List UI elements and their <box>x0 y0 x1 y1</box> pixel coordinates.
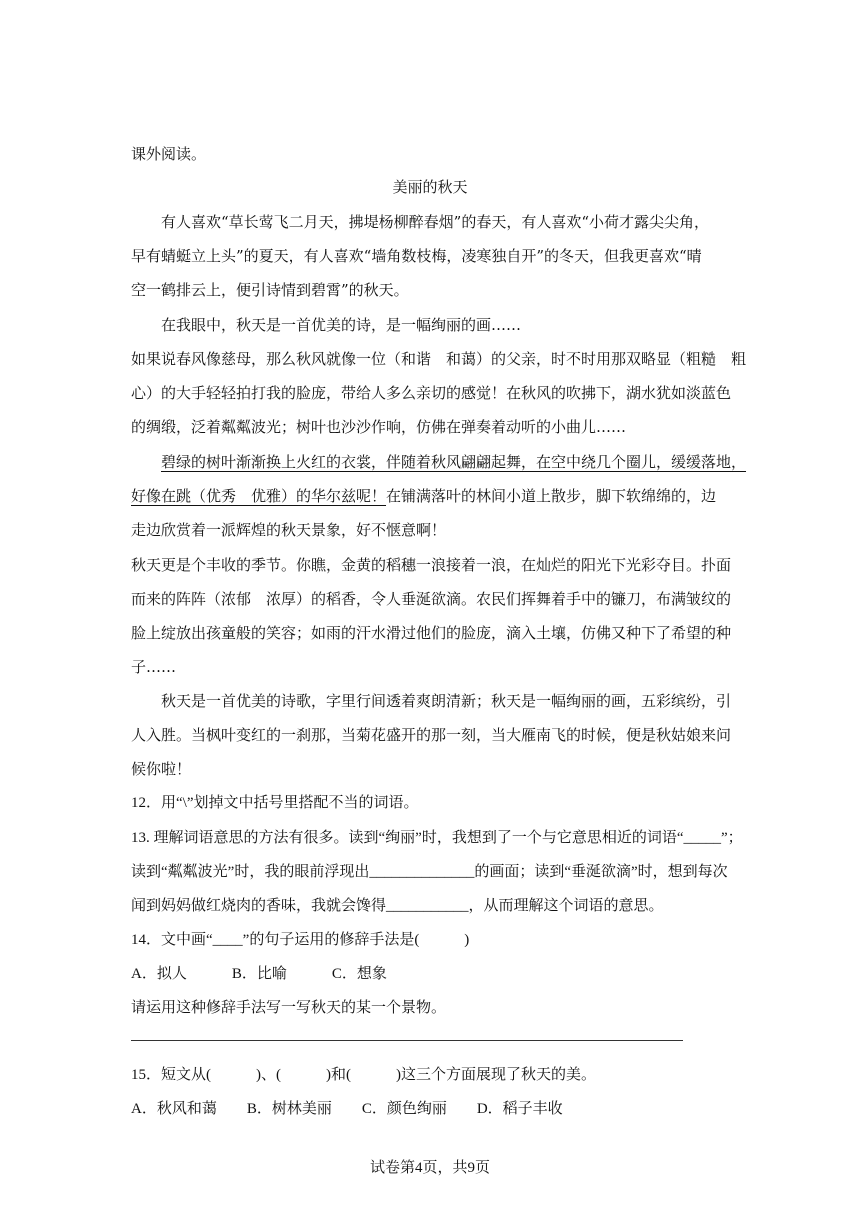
passage-p1-line1: 有人喜欢“草长莺飞二月天，拂堤杨柳醉春烟”的春天，有人喜欢“小荷才露尖尖角， <box>131 213 710 231</box>
question-14-options: A．拟人 B．比喻 C．想象 <box>131 966 387 982</box>
section-heading: 课外阅读。 <box>131 147 207 163</box>
passage-p2: 在我眼中，秋天是一首优美的诗，是一幅绚丽的画…… <box>131 316 522 334</box>
answer-line <box>131 1040 683 1041</box>
question-14: 14．文中画“____”的句子运用的修辞手法是( ) <box>131 932 470 948</box>
passage-p4-rest: 在铺满落叶的林间小道上散步，脚下软绵绵的，边 <box>386 487 717 505</box>
passage-p3-line3: 的绸缎，泛着粼粼波光；树叶也沙沙作响，仿佛在弹奏着动听的小曲儿…… <box>131 418 627 436</box>
passage-p1-line3: 空一鹤排云上，便引诗情到碧霄”的秋天。 <box>131 281 409 299</box>
passage-p5-line4: 子…… <box>131 658 177 676</box>
passage-p6-line3: 候你啦！ <box>131 760 192 778</box>
underlined-sentence-part1: 碧绿的树叶渐渐换上火红的衣裳，伴随着秋风翩翩起舞，在空中绕几个圈儿，缓缓落地， <box>161 453 747 471</box>
question-14-task: 请运用这种修辞手法写一写秋天的某一个景物。 <box>131 1000 447 1016</box>
question-15-options: A．秋风和蔼 B．树林美丽 C．颜色绚丽 D．稻子丰收 <box>131 1101 563 1117</box>
passage-p6-line1: 秋天是一首优美的诗歌，字里行间透着爽朗清新；秋天是一幅绚丽的画，五彩缤纷，引 <box>131 692 732 710</box>
question-13-line2: 读到“粼粼波光”时，我的眼前浮现出______________的画面；读到“垂涎欲滴”时，想到每次 <box>131 864 728 880</box>
question-13-line3: 闻到妈妈做红烧肉的香味，我就会馋得___________，从而理解这个词语的意思。 <box>131 898 664 914</box>
underlined-sentence-part2: 好像在跳（优秀 优雅）的华尔兹呢！ <box>131 487 387 505</box>
passage-p5-line3: 脸上绽放出孩童般的笑容；如雨的汗水滑过他们的脸庞，滴入土壤，仿佛又种下了希望的种 <box>131 624 732 642</box>
passage-p4-line1 <box>131 451 747 473</box>
passage-p5-line1: 秋天更是个丰收的季节。你瞧，金黄的稻穗一浪接着一浪，在灿烂的阳光下光彩夺目。扑面 <box>131 556 732 574</box>
passage-p3-line2: 心）的大手轻轻拍打我的脸庞，带给人多么亲切的感觉！在秋风的吹拂下，湖水犹如淡蓝色 <box>131 384 732 402</box>
passage-p4-line3: 走边欣赏着一派辉煌的秋天景象，好不惬意啊！ <box>131 521 447 539</box>
passage-p4-line2 <box>131 485 731 507</box>
passage-p1-line2: 早有蜻蜓立上头”的夏天，有人喜欢“墙角数枝梅，凌寒独自开”的冬天，但我更喜欢“晴 <box>131 247 702 265</box>
question-13-line1: 13. 理解词语意思的方法有很多。读到“绚丽”时，我想到了一个与它意思相近的词语“_____”； <box>131 830 743 846</box>
passage-p6-line2: 人入胜。当枫叶变红的一刹那，当菊花盛开的那一刻，当大雁南飞的时候，便是秋姑娘来问 <box>131 726 732 744</box>
passage-p5-line2: 而来的阵阵（浓郁 浓厚）的稻香，令人垂涎欲滴。农民们挥舞着手中的镰刀，布满皱纹的 <box>131 590 732 608</box>
page-footer: 试卷第4页，共9页 <box>369 1160 490 1176</box>
passage-title: 美丽的秋天 <box>392 178 468 196</box>
passage-p3-line1: 如果说春风像慈母，那么秋风就像一位（和谐 和蔼）的父亲，时不时用那双略显（粗糙 粗 <box>131 350 747 368</box>
question-12: 12．用“\”划掉文中括号里搭配不当的词语。 <box>131 795 419 811</box>
question-15: 15．短文从( )、( )和( )这三个方面展现了秋天的美。 <box>131 1067 596 1083</box>
